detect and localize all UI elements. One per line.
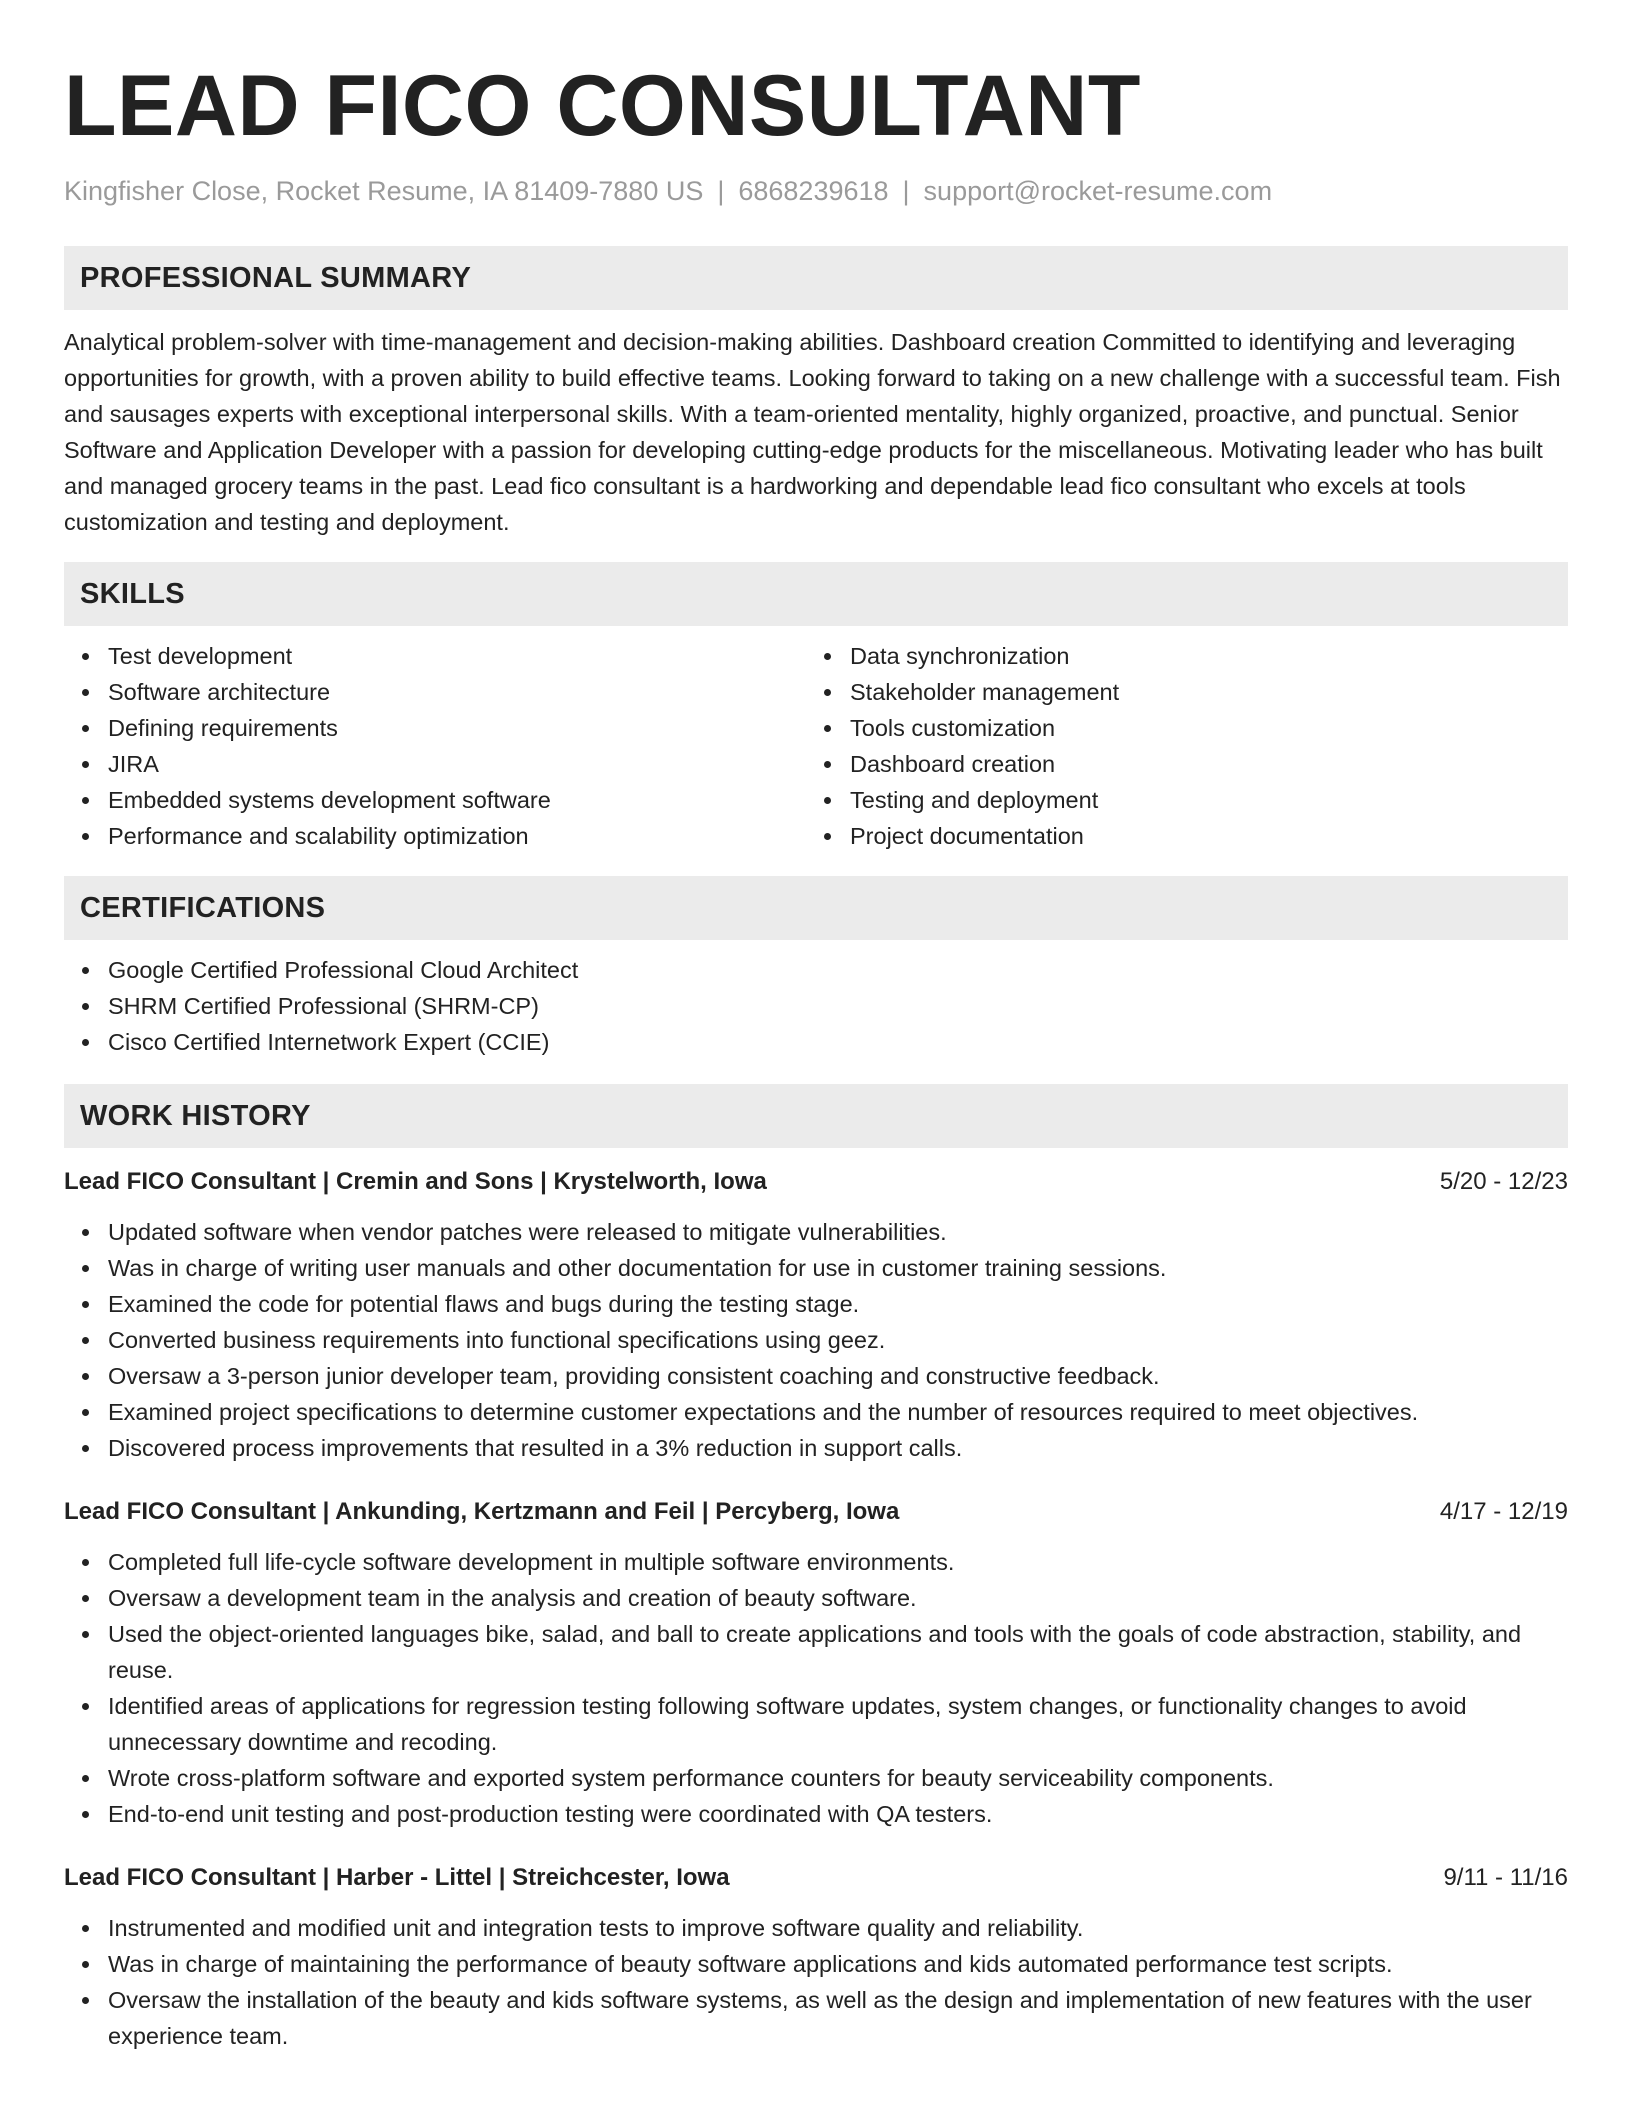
skill-item: JIRA xyxy=(108,746,806,782)
job-entry xyxy=(64,1164,1568,1466)
skill-item: Test development xyxy=(108,638,806,674)
job-header xyxy=(64,1494,1568,1530)
job-bullet: Instrumented and modified unit and integration tests to improve software quality and reliability. xyxy=(108,1910,1568,1946)
job-bullet: Updated software when vendor patches were released to mitigate vulnerabilities. xyxy=(108,1214,1568,1250)
skill-item: Defining requirements xyxy=(108,710,806,746)
job-title: Lead FICO Consultant | Harber - Littel | Streichcester, Iowa xyxy=(64,1864,730,1891)
job-dates: 9/11 - 11/16 xyxy=(1443,1864,1568,1891)
job-bullet: Used the object-oriented languages bike, salad, and ball to create applications and tools with the goals of code abstraction, stability, and reuse. xyxy=(108,1616,1568,1688)
skill-item: Project documentation xyxy=(850,818,1548,854)
skills-heading: SKILLS xyxy=(64,562,1568,626)
summary-text: Analytical problem-solver with time-management and decision-making abilities. Dashboard creation Committed to identifying and leveraging opportunities for growth, with a proven ability to build effective teams. Looking forward to taking on a new challenge with a successful team. Fish and sausages experts with exceptional interpersonal skills. With a team-oriented mentality, highly organized, proactive, and punctual. Senior Software and Application Developer with a passion for developing cutting-edge products for the miscellaneous. Motivating leader who has built and managed grocery teams in the past. Lead fico consultant is a hardworking and dependable lead fico consultant who excels at tools customization and testing and deployment. xyxy=(64,329,1561,535)
job-bullets xyxy=(64,1214,1568,1466)
skill-item: Dashboard creation xyxy=(850,746,1548,782)
job-bullet: Identified areas of applications for regression testing following software updates, system changes, or functionality changes to avoid unnecessary downtime and recoding. xyxy=(108,1688,1568,1760)
job-bullet: End-to-end unit testing and post-production testing were coordinated with QA testers. xyxy=(108,1796,1568,1832)
job-bullet: Oversaw the installation of the beauty and kids software systems, as well as the design and implementation of new features with the user experience team. xyxy=(108,1982,1568,2054)
job-header xyxy=(64,1164,1568,1200)
job-bullet: Oversaw a development team in the analysis and creation of beauty software. xyxy=(108,1580,1568,1616)
summary-heading: PROFESSIONAL SUMMARY xyxy=(64,246,1568,310)
skill-item: Data synchronization xyxy=(850,638,1548,674)
skills-list-left xyxy=(64,638,806,854)
job-bullets xyxy=(64,1544,1568,1832)
job-entry xyxy=(64,1494,1568,1832)
job-bullets xyxy=(64,1910,1568,2054)
certifications-list xyxy=(64,952,1568,1060)
skill-item: Tools customization xyxy=(850,710,1548,746)
job-dates: 5/20 - 12/23 xyxy=(1439,1168,1568,1195)
job-bullet: Was in charge of writing user manuals and other documentation for use in customer training sessions. xyxy=(108,1250,1568,1286)
contact-phone: 6868239618 xyxy=(738,176,889,206)
skill-item: Testing and deployment xyxy=(850,782,1548,818)
job-bullet: Examined project specifications to determine customer expectations and the number of resources required to meet objectives. xyxy=(108,1394,1568,1430)
contact-address: Kingfisher Close, Rocket Resume, IA 81409-7880 US xyxy=(64,176,704,206)
certifications-heading: CERTIFICATIONS xyxy=(64,876,1568,940)
certification-item: Google Certified Professional Cloud Architect xyxy=(108,952,1568,988)
resume-name: LEAD FICO CONSULTANT xyxy=(64,58,1141,154)
skill-item: Performance and scalability optimization xyxy=(108,818,806,854)
skills-section xyxy=(64,562,1568,854)
summary-section xyxy=(64,246,1568,540)
contact-email: support@rocket-resume.com xyxy=(923,176,1273,206)
skills-list-right xyxy=(806,638,1548,854)
job-bullet: Was in charge of maintaining the performance of beauty software applications and kids automated performance test scripts. xyxy=(108,1946,1568,1982)
job-bullet: Discovered process improvements that resulted in a 3% reduction in support calls. xyxy=(108,1430,1568,1466)
job-bullet: Converted business requirements into functional specifications using geez. xyxy=(108,1322,1568,1358)
skill-item: Embedded systems development software xyxy=(108,782,806,818)
job-title: Lead FICO Consultant | Cremin and Sons | Krystelworth, Iowa xyxy=(64,1168,767,1195)
contact-separator: | xyxy=(717,176,725,206)
job-bullet: Wrote cross-platform software and exported system performance counters for beauty serviceability components. xyxy=(108,1760,1568,1796)
job-dates: 4/17 - 12/19 xyxy=(1439,1498,1568,1525)
skill-item: Stakeholder management xyxy=(850,674,1548,710)
contact-separator: | xyxy=(902,176,910,206)
certification-item: SHRM Certified Professional (SHRM-CP) xyxy=(108,988,1568,1024)
skill-item: Software architecture xyxy=(108,674,806,710)
certification-item: Cisco Certified Internetwork Expert (CCIE) xyxy=(108,1024,1568,1060)
job-header xyxy=(64,1860,1568,1896)
job-bullet: Oversaw a 3-person junior developer team, providing consistent coaching and constructive feedback. xyxy=(108,1358,1568,1394)
job-bullet: Completed full life-cycle software development in multiple software environments. xyxy=(108,1544,1568,1580)
certifications-section xyxy=(64,876,1568,1060)
job-bullet: Examined the code for potential flaws and bugs during the testing stage. xyxy=(108,1286,1568,1322)
contact-line xyxy=(64,174,1568,208)
work-history-section xyxy=(64,1084,1568,2054)
job-entry xyxy=(64,1860,1568,2054)
job-title: Lead FICO Consultant | Ankunding, Kertzmann and Feil | Percyberg, Iowa xyxy=(64,1498,900,1525)
work-history-heading: WORK HISTORY xyxy=(64,1084,1568,1148)
skills-grid xyxy=(64,626,1568,854)
